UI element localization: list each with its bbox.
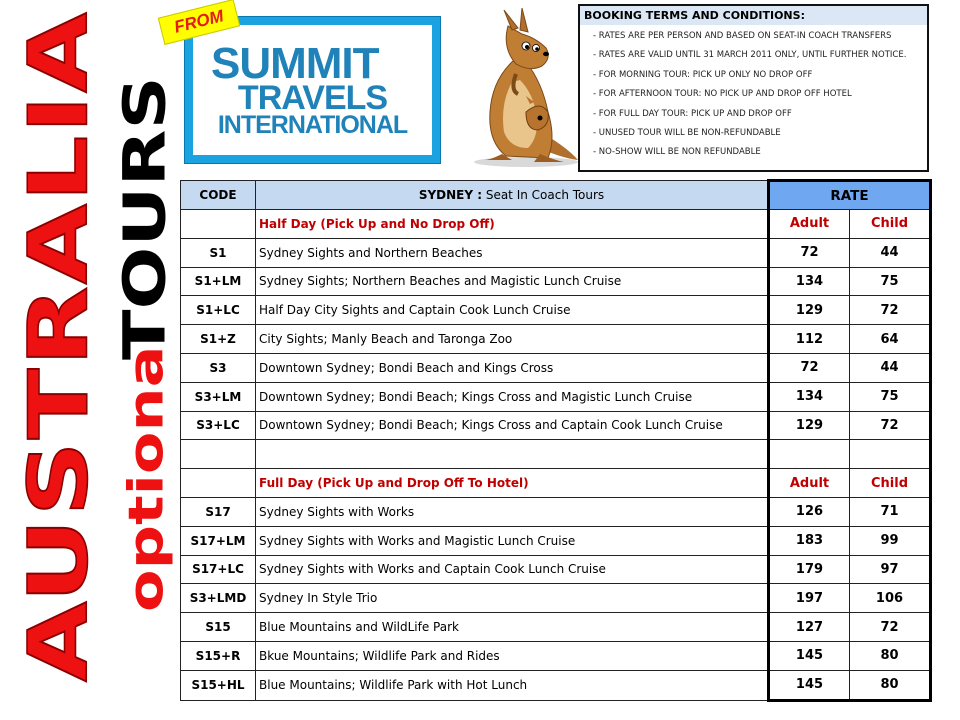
child-label: Child [850,210,931,239]
optional-title: optional [117,324,175,612]
table-row [181,353,931,382]
adult-label: Adult [769,210,850,239]
australia-title: AUSTRALIA [10,10,107,682]
table-row [181,641,931,670]
tour-code: S17+LC [181,555,256,584]
tour-code: S3+LM [181,382,256,411]
terms-item: - UNUSED TOUR WILL BE NON-REFUNDABLE [593,128,781,139]
terms-item: - RATES ARE PER PERSON AND BASED ON SEAT-IN COACH TRANSFERS [593,31,892,41]
child-rate: 72 [850,411,931,440]
code-header: CODE [181,181,256,210]
child-rate: 71 [850,497,931,526]
adult-rate: 72 [769,353,850,382]
terms-title: BOOKING TERMS AND CONDITIONS: [580,6,927,25]
tour-code: S3+LC [181,411,256,440]
kangaroo-illustration [456,8,580,168]
spacer-row [181,440,931,469]
adult-rate: 129 [769,411,850,440]
logo-text-international: INTERNATIONAL [217,111,408,139]
table-row [181,238,931,267]
table-row [181,584,931,613]
tour-description: Downtown Sydney; Bondi Beach; Kings Cross and Captain Cook Lunch Cruise [256,411,769,440]
terms-list [580,25,927,163]
adult-rate: 72 [769,238,850,267]
tour-code: S15 [181,613,256,642]
child-rate: 44 [850,238,931,267]
empty-cell [769,440,850,469]
table-row [181,670,931,700]
table-row [181,497,931,526]
tour-code: S3 [181,353,256,382]
table-row [181,325,931,354]
from-label: FROM [172,6,226,37]
adult-rate: 127 [769,613,850,642]
table-row [181,296,931,325]
tours-rate-table [180,179,932,702]
tour-code: S17 [181,497,256,526]
tour-description: Sydney In Style Trio [256,584,769,613]
tour-code: S1+Z [181,325,256,354]
tour-code: S1 [181,238,256,267]
adult-rate: 126 [769,497,850,526]
tour-description: Sydney Sights with Works and Captain Cook Lunch Cruise [256,555,769,584]
table-row [181,526,931,555]
summit-travels-logo [184,16,441,164]
booking-terms-box [578,4,929,172]
child-rate: 80 [850,641,931,670]
child-rate: 80 [850,670,931,700]
child-rate: 44 [850,353,931,382]
tour-description: Half Day City Sights and Captain Cook Lunch Cruise [256,296,769,325]
logo-text-travels: TRAVELS [237,79,388,117]
child-rate: 99 [850,526,931,555]
section-label: Half Day (Pick Up and No Drop Off) [256,210,769,239]
section-code-cell [181,469,256,498]
empty-cell [256,440,769,469]
terms-item: - FOR FULL DAY TOUR: PICK UP AND DROP OFF [593,108,792,119]
child-rate: 72 [850,296,931,325]
terms-item: - NO-SHOW WILL BE NON REFUNDABLE [593,147,761,158]
tour-code: S15+R [181,641,256,670]
table-title [256,181,769,210]
child-rate: 75 [850,267,931,296]
adult-rate: 197 [769,584,850,613]
table-title-rest: Seat In Coach Tours [482,188,605,202]
section-header-row [181,469,931,498]
adult-rate: 134 [769,382,850,411]
tour-description: Sydney Sights and Northern Beaches [256,238,769,267]
child-rate: 64 [850,325,931,354]
tours-title: TOURS [111,76,179,360]
adult-rate: 134 [769,267,850,296]
section-label: Full Day (Pick Up and Drop Off To Hotel) [256,469,769,498]
tour-code: S1+LC [181,296,256,325]
table-row [181,555,931,584]
logo-panel [193,25,432,155]
table-row [181,267,931,296]
table-body [181,210,931,701]
empty-cell [181,440,256,469]
tour-description: Blue Mountains and WildLife Park [256,613,769,642]
child-rate: 106 [850,584,931,613]
table-row [181,613,931,642]
section-header-row [181,210,931,239]
table-row [181,411,931,440]
adult-rate: 145 [769,670,850,700]
terms-item: - RATES ARE VALID UNTIL 31 MARCH 2011 ONLY, UNTIL FURTHER NOTICE. [593,50,907,61]
logo-text-summit: SUMMIT [211,39,379,88]
rate-header: RATE [769,181,931,210]
child-label: Child [850,469,931,498]
table-header-row [181,181,931,210]
tour-description: Blue Mountains; Wildlife Park with Hot Lunch [256,670,769,700]
table-title-city: SYDNEY : [418,188,483,202]
tour-code: S1+LM [181,267,256,296]
adult-rate: 145 [769,641,850,670]
tour-description: Sydney Sights with Works [256,497,769,526]
tour-description: Sydney Sights; Northern Beaches and Magistic Lunch Cruise [256,267,769,296]
section-code-cell [181,210,256,239]
tour-description: Downtown Sydney; Bondi Beach; Kings Cross and Magistic Lunch Cruise [256,382,769,411]
empty-cell [850,440,931,469]
tour-description: Sydney Sights with Works and Magistic Lunch Cruise [256,526,769,555]
tour-description: Downtown Sydney; Bondi Beach and Kings Cross [256,353,769,382]
adult-rate: 179 [769,555,850,584]
tour-description: Bkue Mountains; Wildlife Park and Rides [256,641,769,670]
terms-item: - FOR MORNING TOUR: PICK UP ONLY NO DROP OFF [593,69,813,80]
adult-rate: 112 [769,325,850,354]
tour-code: S17+LM [181,526,256,555]
child-rate: 72 [850,613,931,642]
adult-rate: 183 [769,526,850,555]
table-row [181,382,931,411]
child-rate: 97 [850,555,931,584]
terms-item: - FOR AFTERNOON TOUR: NO PICK UP AND DROP OFF HOTEL [593,89,852,100]
tour-code: S3+LMD [181,584,256,613]
tour-description: City Sights; Manly Beach and Taronga Zoo [256,325,769,354]
child-rate: 75 [850,382,931,411]
logo-contact: 6613917/SUMMITTRAVELS08@YAHOO.COM [197,140,428,152]
adult-label: Adult [769,469,850,498]
adult-rate: 129 [769,296,850,325]
tour-code: S15+HL [181,670,256,700]
